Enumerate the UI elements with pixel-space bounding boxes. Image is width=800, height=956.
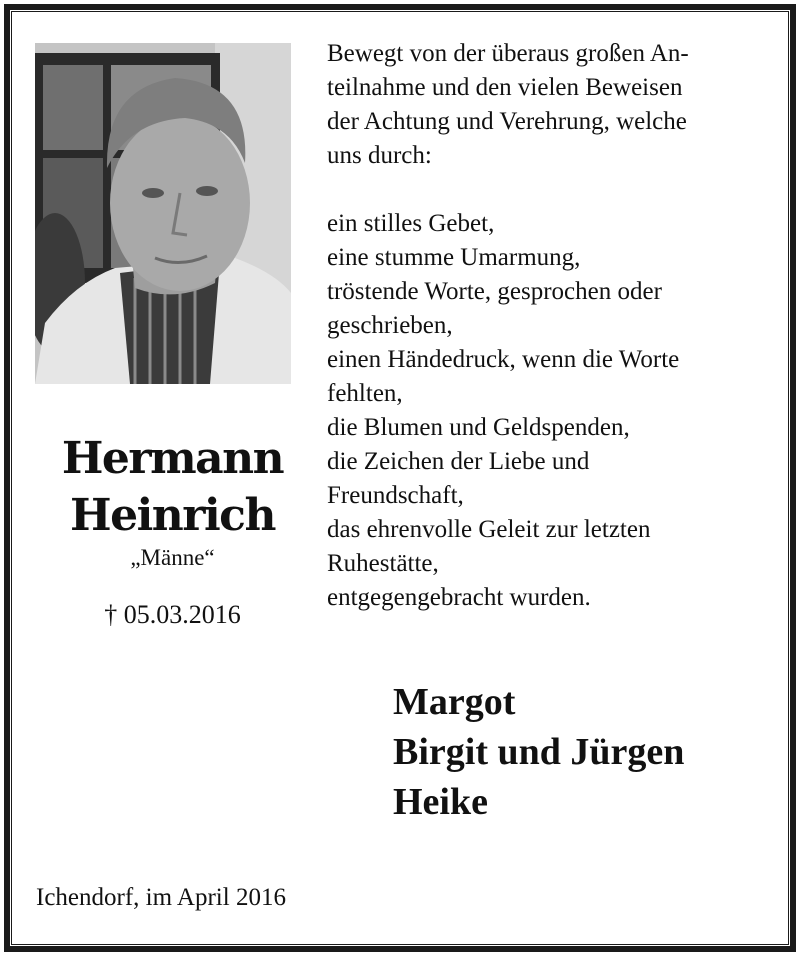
deceased-last-name: Heinrich (70, 490, 275, 541)
place-date-footer: Ichendorf, im April 2016 (36, 884, 286, 911)
message-line: einen Händedruck, wenn die Worte (327, 346, 680, 373)
message-line: uns durch: (327, 142, 432, 169)
message-line: Ruhestätte, (327, 550, 439, 577)
signature-name: Margot (393, 681, 516, 723)
signature-name: Heike (393, 781, 488, 823)
message-line: fehlten, (327, 380, 403, 407)
message-line: der Achtung und Verehrung, welche (327, 108, 687, 135)
message-line: das ehrenvolle Geleit zur letzten (327, 516, 651, 543)
message-line: eine stumme Umarmung, (327, 244, 581, 271)
message-line: die Zeichen der Liebe und (327, 448, 590, 475)
message-line: ein stilles Gebet, (327, 210, 495, 237)
message-line: Bewegt von der überaus großen An- (327, 40, 689, 67)
message-line: teilnahme und den vielen Beweisen (327, 74, 683, 101)
message-line: die Blumen und Geldspenden, (327, 414, 630, 441)
deceased-nickname: „Männe“ (130, 545, 215, 570)
message-line: Freundschaft, (327, 482, 464, 509)
message-line: tröstende Worte, gesprochen oder (327, 278, 662, 305)
deceased-first-name: Hermann (61, 433, 284, 484)
message-line: entgegengebracht wurden. (327, 584, 591, 611)
portrait-photo (35, 43, 291, 384)
signature-name: Birgit und Jürgen (393, 731, 685, 773)
death-date: † 05.03.2016 (104, 600, 241, 629)
message-line: geschrieben, (327, 312, 453, 339)
